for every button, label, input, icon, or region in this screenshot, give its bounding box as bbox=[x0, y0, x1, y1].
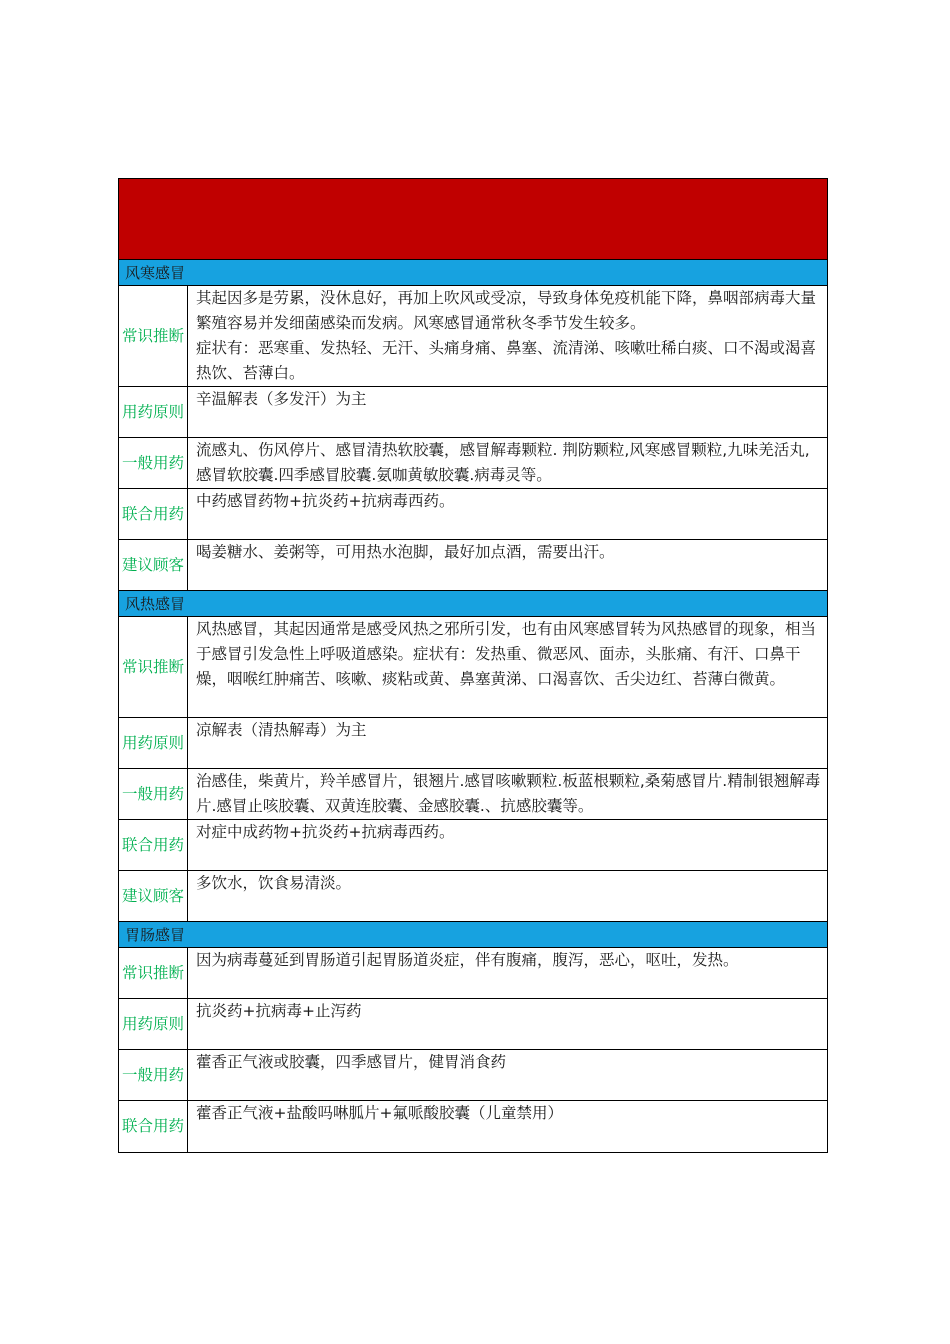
row-content: 对症中成药物+抗炎药+抗病毒西药。 bbox=[196, 823, 455, 841]
row-label: 常识推断 bbox=[119, 617, 188, 717]
row-content: 其起因多是劳累，没休息好，再加上吹风或受凉，导致身体免疫机能下降，鼻咽部病毒大量繁殖容易并发细菌感染而发病。风寒感冒通常秋冬季节发生较多。 症状有：恶寒重、发热轻、无汗、头痛身痛、鼻塞、流清涕、咳嗽吐稀白痰、口不渴或渴喜热饮、苔薄白。 bbox=[196, 289, 817, 382]
row-content: 中药感冒药物+抗炎药+抗病毒西药。 bbox=[196, 492, 455, 510]
table-row bbox=[119, 718, 827, 769]
row-label: 建议顾客 bbox=[119, 540, 188, 590]
section-header-gastro: 胃肠感冒 bbox=[119, 922, 827, 948]
section-header-wind-heat: 风热感冒 bbox=[119, 591, 827, 617]
cold-medicine-table bbox=[118, 178, 828, 1153]
row-content: 风热感冒，其起因通常是感受风热之邪所引发，也有由风寒感冒转为风热感冒的现象，相当于感冒引发急性上呼吸道感染。症状有：发热重、微恶风、面赤，头胀痛、有汗、口鼻干燥，咽喉红肿痛苦、咳嗽、痰粘或黄、鼻塞黄涕、口渴喜饮、舌尖边红、苔薄白微黄。 bbox=[196, 620, 817, 688]
row-label: 建议顾客 bbox=[119, 871, 188, 921]
table-row bbox=[119, 489, 827, 540]
table-row bbox=[119, 1050, 827, 1101]
row-label: 一般用药 bbox=[119, 1050, 188, 1100]
row-label: 常识推断 bbox=[119, 286, 188, 386]
table-row bbox=[119, 948, 827, 999]
row-content: 藿香正气液或胶囊，四季感冒片，健胃消食药 bbox=[196, 1053, 507, 1071]
table-row bbox=[119, 769, 827, 820]
row-label: 一般用药 bbox=[119, 769, 188, 819]
row-content: 流感丸、伤风停片、感冒清热软胶囊，感冒解毒颗粒. 荆防颗粒,风寒感冒颗粒,九味羌活丸,感冒软胶囊.四季感冒胶囊.氨咖黄敏胶囊.病毒灵等。 bbox=[196, 441, 810, 484]
row-content: 喝姜糖水、姜粥等，可用热水泡脚，最好加点酒，需要出汗。 bbox=[196, 543, 615, 561]
table-row bbox=[119, 871, 827, 922]
table-row bbox=[119, 286, 827, 387]
table-banner bbox=[119, 179, 827, 260]
table-row bbox=[119, 617, 827, 718]
row-content: 多饮水，饮食易清淡。 bbox=[196, 874, 352, 892]
row-label: 用药原则 bbox=[119, 718, 188, 768]
table-row bbox=[119, 999, 827, 1050]
row-content: 因为病毒蔓延到胃肠道引起胃肠道炎症，伴有腹痛，腹泻，恶心，呕吐，发热。 bbox=[196, 951, 739, 969]
row-label: 联合用药 bbox=[119, 1101, 188, 1152]
table-row bbox=[119, 387, 827, 438]
table-row bbox=[119, 1101, 827, 1152]
table-row bbox=[119, 438, 827, 489]
row-label: 联合用药 bbox=[119, 820, 188, 870]
table-row bbox=[119, 820, 827, 871]
row-content: 藿香正气液+盐酸吗啉胍片+氟哌酸胶囊（儿童禁用） bbox=[196, 1104, 563, 1122]
row-content: 辛温解表（多发汗）为主 bbox=[196, 390, 367, 408]
row-content: 凉解表（清热解毒）为主 bbox=[196, 721, 367, 739]
row-content: 抗炎药+抗病毒+止泻药 bbox=[196, 1002, 362, 1020]
table-row bbox=[119, 540, 827, 591]
row-label: 常识推断 bbox=[119, 948, 188, 998]
row-content: 治感佳，柴黄片，羚羊感冒片，银翘片.感冒咳嗽颗粒.板蓝根颗粒,桑菊感冒片.精制银翘解毒片.感冒止咳胶囊、双黄连胶囊、金感胶囊.、抗感胶囊等。 bbox=[196, 772, 821, 815]
row-label: 联合用药 bbox=[119, 489, 188, 539]
section-header-wind-cold: 风寒感冒 bbox=[119, 260, 827, 286]
row-label: 用药原则 bbox=[119, 387, 188, 437]
row-label: 一般用药 bbox=[119, 438, 188, 488]
row-label: 用药原则 bbox=[119, 999, 188, 1049]
